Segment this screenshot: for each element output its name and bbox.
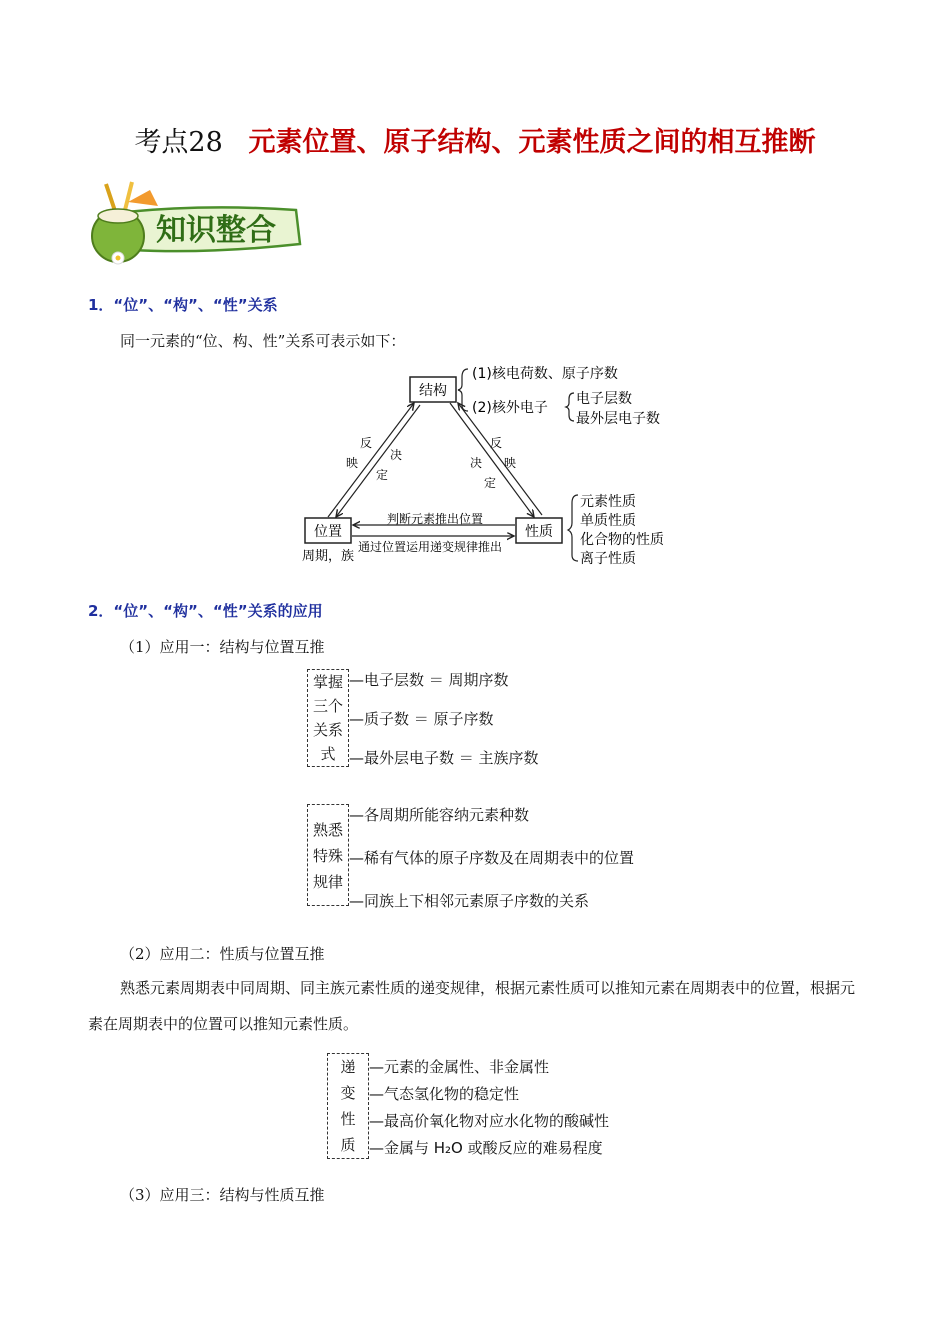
list-item: —气态氢化物的稳定性 bbox=[369, 1085, 520, 1103]
property-label: 性质 bbox=[525, 524, 553, 540]
svg-text:定: 定 bbox=[483, 476, 497, 490]
svg-text:定: 定 bbox=[375, 468, 389, 482]
svg-text:(1)核电荷数、原子序数: (1)核电荷数、原子序数 bbox=[472, 366, 618, 382]
banner-label: 知识整合 bbox=[156, 213, 276, 248]
position-label: 位置 bbox=[314, 524, 342, 540]
box1-items bbox=[349, 669, 649, 769]
list-item: —稀有气体的原子序数及在周期表中的位置 bbox=[349, 849, 635, 867]
svg-text:离子性质: 离子性质 bbox=[580, 551, 636, 567]
list-item: —元素的金属性、非金属性 bbox=[369, 1058, 550, 1076]
box3-label: 递 变 性 质 bbox=[327, 1053, 369, 1159]
box2-items bbox=[349, 804, 709, 914]
list-item: —同族上下相邻元素原子序数的关系 bbox=[349, 892, 590, 910]
relationship-diagram bbox=[290, 355, 690, 570]
svg-text:决: 决 bbox=[389, 448, 403, 462]
svg-text:映: 映 bbox=[345, 456, 359, 470]
box3-items bbox=[369, 1056, 689, 1166]
position-note: 周期，族 bbox=[302, 549, 355, 564]
svg-text:(2)核外电子: (2)核外电子 bbox=[472, 400, 548, 416]
svg-text:最外层电子数: 最外层电子数 bbox=[576, 411, 660, 427]
app1-label: （1）应用一：结构与位置互推 bbox=[120, 638, 325, 656]
list-item: —各周期所能容纳元素种数 bbox=[349, 806, 530, 824]
umbrella-icon bbox=[128, 190, 158, 206]
list-item: —电子层数 ＝ 周期序数 bbox=[349, 671, 509, 689]
top-arrow-label: 判断元素推出位置 bbox=[386, 512, 484, 526]
svg-text:反: 反 bbox=[489, 436, 503, 450]
list-item: —质子数 ＝ 原子序数 bbox=[349, 710, 494, 728]
svg-text:决: 决 bbox=[469, 456, 483, 470]
app3-label: （3）应用三：结构与性质互推 bbox=[120, 1186, 325, 1204]
knowledge-banner bbox=[88, 180, 308, 270]
box2-label: 熟悉 特殊 规律 bbox=[307, 804, 349, 906]
section2-heading: 2．“位”、“构”、“性”关系的应用 bbox=[88, 602, 323, 620]
svg-text:单质性质: 单质性质 bbox=[580, 513, 636, 529]
box1-label: 掌握 三个 关系 式 bbox=[307, 669, 349, 767]
section1-heading: 1．“位”、“构”、“性”关系 bbox=[88, 296, 278, 314]
svg-text:反: 反 bbox=[359, 436, 373, 450]
section1-intro: 同一元素的“位、构、性”关系可表示如下： bbox=[120, 332, 406, 350]
title-text: 元素位置、原子结构、元素性质之间的相互推断 bbox=[248, 127, 816, 158]
svg-text:元素性质: 元素性质 bbox=[580, 494, 636, 510]
list-item: —最外层电子数 ＝ 主族序数 bbox=[349, 749, 539, 767]
svg-text:电子层数: 电子层数 bbox=[576, 391, 632, 407]
list-item: —最高价氧化物对应水化物的酸碱性 bbox=[369, 1112, 610, 1130]
list-item: —金属与 H₂O 或酸反应的难易程度 bbox=[369, 1139, 603, 1157]
page-title bbox=[0, 120, 950, 159]
app2-paragraph: 熟悉元素周期表中同周期、同主族元素性质的递变规律，根据元素性质可以推知元素在周期表中的位置，根据元素在周期表中的位置可以推知元素性质。 bbox=[88, 979, 856, 1033]
structure-label: 结构 bbox=[419, 383, 447, 399]
app2-label: （2）应用二：性质与位置互推 bbox=[120, 945, 325, 963]
title-number: 考点28 bbox=[134, 127, 223, 158]
bottom-arrow-label: 通过位置运用递变规律推出 bbox=[357, 540, 503, 554]
svg-text:映: 映 bbox=[503, 456, 517, 470]
svg-text:化合物的性质: 化合物的性质 bbox=[580, 532, 664, 548]
